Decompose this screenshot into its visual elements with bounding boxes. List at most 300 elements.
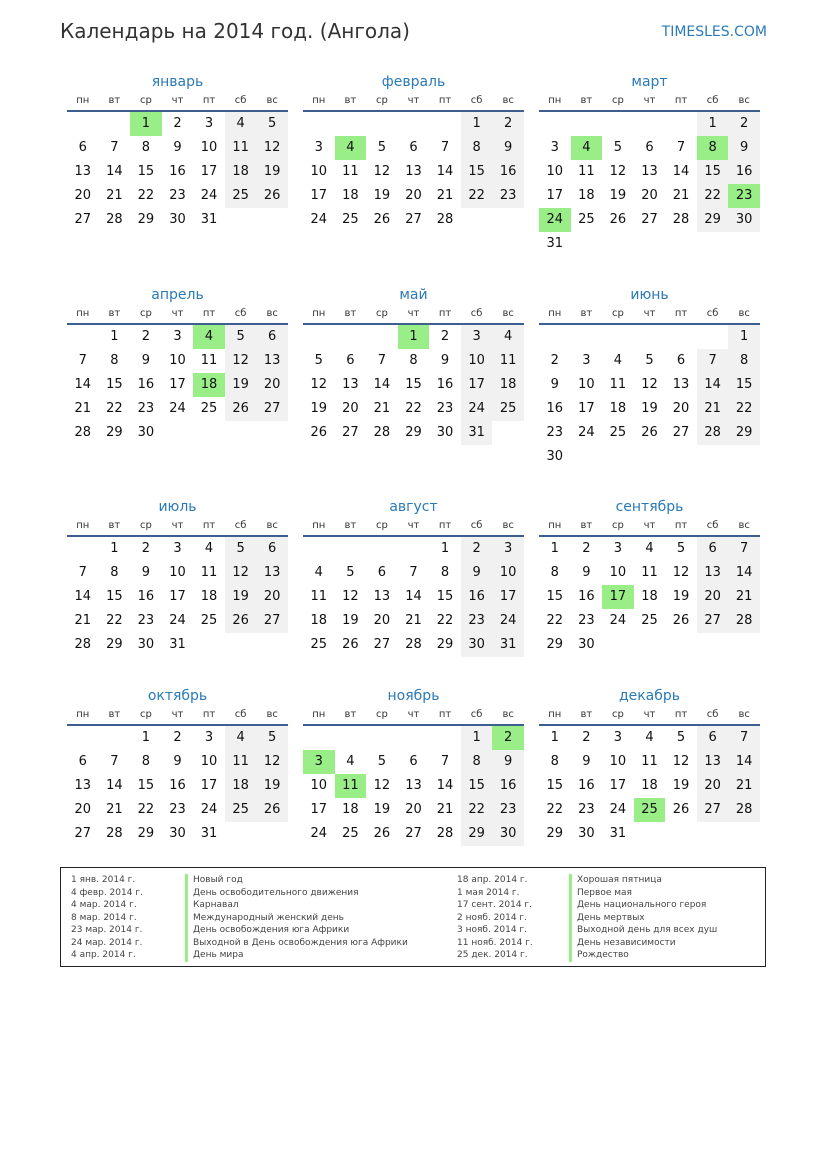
day-cell: 28 [728,798,760,822]
day-cell: 11 [200,565,218,580]
weekday-header [303,517,524,537]
empty-cell [571,325,603,349]
day-cell: 16 [169,778,186,793]
month-block [539,497,760,657]
weekday-label: вс [266,709,278,720]
month-block [67,285,288,445]
legend-holiday-name: День независимости [569,937,717,950]
day-cell: 11 [225,136,257,160]
day-cell: 10 [609,754,627,769]
legend-date: 1 мая 2014 г. [457,887,520,898]
month-name: сентябрь [615,499,684,515]
day-cell: 9 [173,140,182,155]
day-cell: 26 [373,212,391,227]
month-name: март [631,74,668,90]
empty-cell [665,325,697,349]
day-cell: 13 [74,164,92,179]
weekday-label: пт [674,520,688,531]
holiday-day: 18 [193,373,225,397]
weekday-label: пт [438,709,452,720]
weekday-label: вт [580,520,593,531]
month-block [539,686,760,846]
empty-cell [697,325,729,349]
day-cell: 16 [169,164,186,179]
day-cell: 21 [405,613,422,628]
weekday-label: пт [202,709,216,720]
day-cell: 30 [137,425,155,440]
weekday-label: вт [344,709,357,720]
day-cell: 6 [346,353,355,368]
day-cell: 8 [550,565,559,580]
day-cell: 27 [641,212,658,227]
day-cell: 7 [728,537,760,561]
weekday-label: сб [470,95,483,106]
day-cell: 3 [582,353,591,368]
day-cell: 19 [672,589,690,604]
weekday-label: сб [234,520,247,531]
day-cell: 28 [672,212,690,227]
day-cell: 12 [256,136,288,160]
day-cell: 10 [200,754,218,769]
holiday-day: 4 [193,325,225,349]
holiday-day: 8 [697,136,729,160]
day-cell: 30 [169,826,186,841]
empty-cell [634,325,666,349]
day-cell: 29 [697,208,729,232]
day-grid [67,325,288,445]
day-cell: 10 [546,164,564,179]
day-cell: 31 [609,826,627,841]
legend-holiday-name: День освобождения юга Африки [185,924,408,937]
legend-right-names [569,874,717,962]
day-cell: 5 [676,541,686,556]
day-cell: 11 [641,754,658,769]
weekday-label: вс [266,308,278,319]
weekday-label: чт [171,709,184,720]
day-cell: 24 [461,397,493,421]
day-cell: 5 [256,726,288,750]
day-cell: 2 [582,730,591,745]
day-cell: 12 [342,589,359,604]
day-cell: 10 [200,140,218,155]
day-cell: 22 [137,188,155,203]
day-cell: 21 [697,397,729,421]
day-cell: 28 [74,425,92,440]
day-grid [539,112,760,256]
legend-holiday-name: Международный женский день [185,912,408,925]
weekday-label: сб [234,709,247,720]
legend-date: 23 мар. 2014 г. [71,925,143,935]
day-cell: 12 [672,754,690,769]
weekday-label: пн [312,520,326,531]
day-cell: 25 [492,397,524,421]
day-cell: 15 [546,778,564,793]
day-cell: 28 [74,637,92,652]
day-cell: 26 [609,212,627,227]
holiday-day: 4 [335,136,367,160]
day-cell: 7 [409,565,418,580]
day-cell: 13 [405,778,422,793]
day-cell: 29 [106,637,123,652]
day-cell: 19 [672,778,690,793]
day-cell: 27 [697,798,729,822]
empty-cell [398,112,430,136]
day-cell: 2 [141,329,151,344]
day-cell: 14 [405,589,422,604]
day-cell: 3 [204,730,214,745]
day-cell: 1 [461,726,493,750]
weekday-header [67,706,288,726]
day-cell: 6 [256,537,288,561]
day-cell: 2 [582,541,591,556]
day-grid [67,112,288,232]
day-cell: 2 [461,537,493,561]
weekday-label: пн [548,520,562,531]
day-cell: 7 [377,353,387,368]
day-cell: 30 [137,637,155,652]
day-cell: 29 [137,826,155,841]
weekday-label: вт [580,95,593,106]
day-cell: 30 [578,637,595,652]
weekday-label: сб [470,520,483,531]
day-cell: 29 [546,826,564,841]
day-cell: 27 [256,397,288,421]
day-grid [67,537,288,657]
month-name: апрель [151,287,204,303]
day-cell: 16 [578,589,595,604]
weekday-label: ср [375,95,388,106]
day-cell: 28 [436,826,454,841]
day-cell: 23 [169,802,186,817]
day-cell: 30 [169,212,186,227]
day-cell: 6 [676,353,686,368]
day-cell: 15 [137,778,155,793]
day-cell: 4 [225,112,257,136]
legend-holiday-name: День национального героя [569,899,717,912]
day-cell: 10 [169,565,186,580]
day-cell: 23 [492,184,524,208]
day-cell: 24 [578,425,595,440]
day-cell: 16 [546,401,564,416]
day-cell: 26 [225,609,257,633]
day-cell: 31 [461,421,493,445]
day-cell: 15 [137,164,155,179]
weekday-label: ср [139,308,152,319]
day-cell: 20 [672,401,690,416]
day-cell: 7 [110,140,119,155]
day-cell: 26 [672,613,690,628]
day-cell: 11 [641,565,658,580]
month-name: июль [158,499,197,515]
day-cell: 5 [377,754,387,769]
empty-cell [99,726,131,750]
day-cell: 16 [137,377,155,392]
weekday-label: вс [738,95,750,106]
day-cell: 30 [728,208,760,232]
day-cell: 13 [641,164,658,179]
day-cell: 1 [461,112,493,136]
day-cell: 17 [461,373,493,397]
day-cell: 14 [74,589,92,604]
weekday-label: чт [643,308,656,319]
holiday-day: 24 [539,208,571,232]
day-cell: 22 [461,798,493,822]
day-cell: 8 [440,565,450,580]
day-cell: 2 [492,112,524,136]
weekday-label: вт [580,308,593,319]
day-cell: 24 [200,188,218,203]
empty-cell [634,112,666,136]
day-grid [303,112,524,232]
day-cell: 6 [78,754,87,769]
day-cell: 29 [405,425,422,440]
day-cell: 3 [550,140,559,155]
day-grid [539,537,760,657]
weekday-header [303,305,524,325]
empty-cell [429,112,461,136]
empty-cell [398,726,430,750]
day-cell: 22 [697,184,729,208]
weekday-header [67,92,288,112]
day-cell: 28 [697,421,729,445]
holiday-day: 23 [728,184,760,208]
weekday-label: вс [738,308,750,319]
day-cell: 20 [405,188,422,203]
day-cell: 8 [728,349,760,373]
day-cell: 20 [74,802,92,817]
day-cell: 7 [440,754,450,769]
day-cell: 13 [342,377,359,392]
day-cell: 7 [78,565,87,580]
empty-cell [303,537,335,561]
weekday-label: ср [375,709,388,720]
day-cell: 31 [169,637,186,652]
day-cell: 12 [225,561,257,585]
day-cell: 29 [137,212,155,227]
weekday-header [67,517,288,537]
day-cell: 9 [461,561,493,585]
empty-cell [335,112,367,136]
weekday-label: пн [76,709,90,720]
weekday-label: вт [108,709,121,720]
day-cell: 8 [409,353,418,368]
day-cell: 5 [225,537,257,561]
day-cell: 25 [578,212,595,227]
empty-cell [539,112,571,136]
weekday-label: ср [375,520,388,531]
weekday-label: пт [438,520,452,531]
day-cell: 27 [405,826,422,841]
empty-cell [335,726,367,750]
day-cell: 25 [310,637,328,652]
day-cell: 7 [676,140,686,155]
day-cell: 6 [697,726,729,750]
day-cell: 9 [582,754,591,769]
weekday-label: пт [674,95,688,106]
weekday-header [539,706,760,726]
day-cell: 3 [173,541,182,556]
weekday-label: вс [502,308,514,319]
day-cell: 4 [225,726,257,750]
day-cell: 17 [200,164,218,179]
weekday-label: вт [580,709,593,720]
day-cell: 22 [106,401,123,416]
day-cell: 3 [173,329,182,344]
day-cell: 12 [641,377,658,392]
day-cell: 10 [169,353,186,368]
day-cell: 13 [672,377,690,392]
day-cell: 2 [728,112,760,136]
day-cell: 22 [436,613,454,628]
day-cell: 16 [137,589,155,604]
weekday-label: сб [706,520,719,531]
weekday-label: сб [234,308,247,319]
day-cell: 10 [310,164,328,179]
weekday-label: ср [139,95,152,106]
legend-holiday-name: Хорошая пятница [569,874,717,887]
day-cell: 13 [256,561,288,585]
day-cell: 18 [609,401,627,416]
month-name: январь [151,74,204,90]
day-cell: 10 [492,561,524,585]
day-cell: 31 [200,826,218,841]
day-cell: 10 [310,778,328,793]
empty-cell [366,112,398,136]
empty-cell [67,726,99,750]
day-cell: 18 [200,589,218,604]
weekday-label: вт [344,308,357,319]
month-block [303,686,524,846]
day-grid [67,726,288,846]
site-link[interactable]: TIMESLES.COM [661,24,767,40]
day-cell: 4 [204,541,214,556]
day-cell: 30 [461,633,493,657]
day-cell: 16 [461,585,493,609]
holiday-legend [60,867,766,967]
day-cell: 18 [342,802,359,817]
day-cell: 1 [440,541,450,556]
day-cell: 10 [609,565,627,580]
day-cell: 6 [256,325,288,349]
day-cell: 16 [492,774,524,798]
day-cell: 4 [645,730,654,745]
day-cell: 11 [609,377,627,392]
day-cell: 5 [346,565,355,580]
day-cell: 28 [405,637,422,652]
weekday-label: сб [706,308,719,319]
day-cell: 19 [225,585,257,609]
day-cell: 26 [310,425,328,440]
day-cell: 5 [676,730,686,745]
day-cell: 30 [492,822,524,846]
day-cell: 17 [609,778,627,793]
day-cell: 29 [106,425,123,440]
day-grid [303,325,524,445]
day-cell: 26 [641,425,658,440]
day-cell: 25 [342,212,359,227]
day-cell: 25 [225,798,257,822]
day-cell: 7 [697,349,729,373]
day-cell: 1 [110,541,119,556]
day-cell: 1 [550,541,559,556]
day-cell: 17 [310,802,328,817]
legend-date: 8 мар. 2014 г. [71,912,137,923]
day-cell: 12 [373,778,391,793]
day-cell: 20 [373,613,391,628]
day-cell: 18 [492,373,524,397]
month-block [67,686,288,846]
legend-date: 4 февр. 2014 г. [71,887,143,898]
day-cell: 31 [200,212,218,227]
day-cell: 21 [436,802,454,817]
day-cell: 11 [225,750,257,774]
weekday-label: чт [407,520,420,531]
day-cell: 18 [641,589,658,604]
day-cell: 4 [645,541,654,556]
day-cell: 29 [728,421,760,445]
weekday-label: вс [502,520,514,531]
day-cell: 22 [137,802,155,817]
day-cell: 20 [405,802,422,817]
weekday-label: вс [738,709,750,720]
weekday-label: пт [202,95,216,106]
holiday-day: 11 [335,774,367,798]
day-cell: 9 [440,353,450,368]
day-cell: 18 [310,613,328,628]
day-cell: 2 [173,116,182,131]
day-cell: 23 [137,401,155,416]
weekday-label: сб [706,95,719,106]
day-cell: 24 [609,613,627,628]
weekday-label: пн [76,95,90,106]
legend-date: 25 дек. 2014 г. [457,950,528,960]
day-cell: 21 [728,774,760,798]
legend-holiday-name: Новый год [185,874,408,887]
day-cell: 4 [492,325,524,349]
legend-date: 24 мар. 2014 г. [71,937,143,948]
day-cell: 13 [74,778,92,793]
day-cell: 25 [641,613,658,628]
day-cell: 19 [609,188,627,203]
day-cell: 28 [106,212,123,227]
day-cell: 13 [697,561,729,585]
day-cell: 6 [697,537,729,561]
day-cell: 2 [173,730,182,745]
day-cell: 26 [373,826,391,841]
month-block [539,72,760,256]
weekday-label: вт [344,520,357,531]
day-cell: 6 [645,140,654,155]
month-block [67,72,288,232]
holiday-day: 17 [602,585,634,609]
weekday-label: пн [312,308,326,319]
legend-date: 3 нояб. 2014 г. [457,925,528,935]
day-cell: 3 [314,140,323,155]
weekday-label: чт [407,95,420,106]
day-cell: 10 [461,349,493,373]
empty-cell [366,726,398,750]
weekday-header [303,706,524,726]
day-cell: 9 [492,750,524,774]
day-cell: 13 [256,349,288,373]
empty-cell [303,112,335,136]
weekday-label: пт [438,95,452,106]
weekday-label: вт [108,520,121,531]
weekday-label: пт [202,520,216,531]
day-cell: 22 [546,802,564,817]
weekday-header [539,305,760,325]
day-cell: 1 [697,112,729,136]
